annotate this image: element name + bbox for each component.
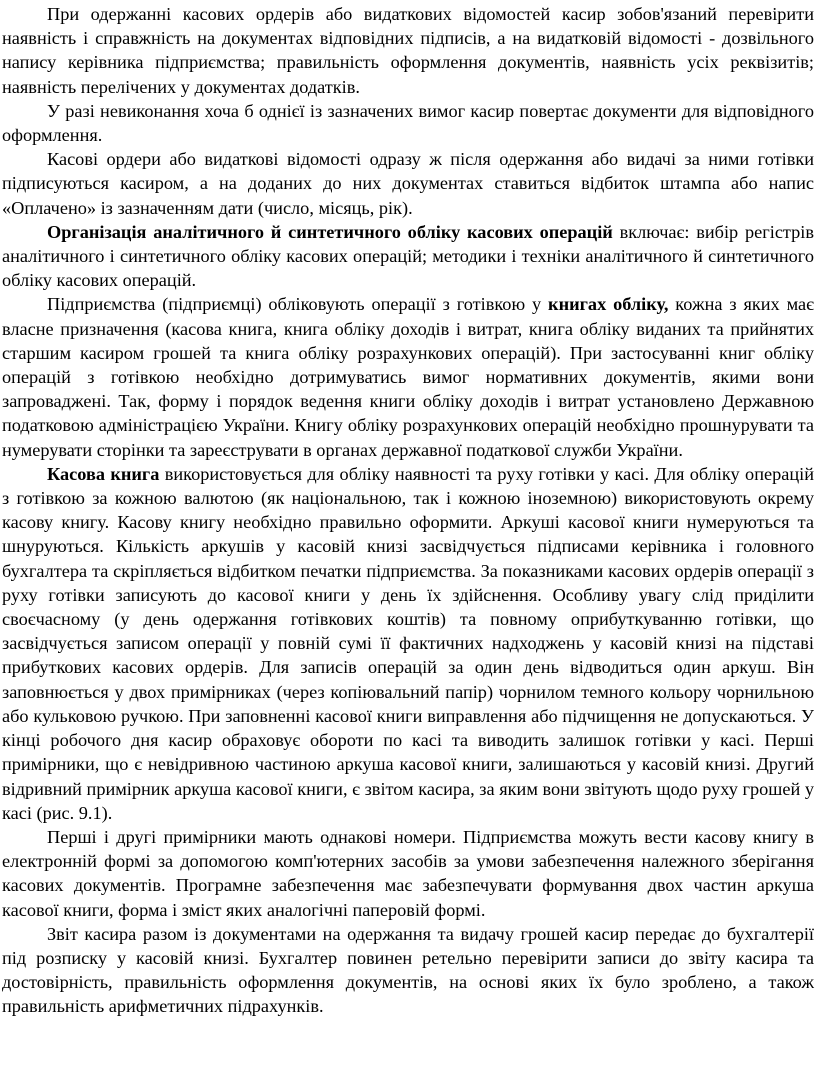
paragraph-signing-orders bbox=[2, 147, 814, 220]
paragraph-text: використовується для обліку наявності та руху готівки у касі. Для обліку операцій з готівкою за кожною валютою (як національною, так і кожною іноземною) використовують окрему касову книгу. Касову книгу необхідно правильно оформити. Аркуші касової книги нумеруються та шнуруються. Кількість аркушів у касовій книзі засвідчується підписами керівника і головного бухгалтера та скріпляється відбитком печатки підприємства. За показниками касових ордерів операції з руху готівки записують до касової книги у день їх здійснення. Особливу увагу слід приділити своєчасному (у день одержання готівкових коштів) та повному оприбуткуванню готівки, що засвідчується записом операції у повній сумі її фактичних надходжень у касовій книзі на підставі прибуткових касових ордерів. Для записів операцій за один день відводиться один аркуш. Він заповнюється у двох примірниках (через копіювальний папір) чорнилом темного кольору чорнильною або кульковою ручкою. При заповненні касової книги виправлення або підчищення не допускаються. У кінці робочого дня касир обраховує обороти по касі та виводить залишок готівки у касі. Перші примірники, що є невідривною частиною аркуша касової книги, залишаються у касовій книзі. Другий відривний примірник аркуша касової книги, є звітом касира, за яким вони звітують щодо руху грошей у касі (рис. 9.1). bbox=[2, 463, 814, 823]
paragraph-return-documents bbox=[2, 99, 814, 147]
paragraph-copies-electronic bbox=[2, 825, 814, 922]
paragraph-text: кожна з яких має власне призначення (касова книга, книга обліку доходів і витрат, книга обліку виданих та прийнятих старшим касиром грошей та книга обліку розрахункових операцій). При застосуванні книг обліку операцій з готівкою необхідно дотримуватись вимог нормативних документів, якими вони запроваджені. Так, форму і порядок ведення книги обліку доходів і витрат установлено Державною податковою адміністрацією України. Книгу обліку розрахункових операцій необхідно прошнурувати та нумерувати сторінки та зареєструвати в органах державної податкової служби України. bbox=[2, 294, 814, 460]
paragraph-text: Звіт касира разом із документами на одержання та видачу грошей касир передає до бухгалтерії під розписку у касовій книзі. Бухгалтер повинен ретельно перевірити записи до звіту касира та достовірність, правильність оформлення документів, на основі яких їх було зроблено, а також правильність арифметичних підрахунків. bbox=[2, 923, 814, 1017]
paragraph-accounting-organization bbox=[2, 220, 814, 293]
paragraph-text: Перші і другі примірники мають однакові номери. Підприємства можуть вести касову книгу в електронній формі за допомогою комп'ютерних засобів за умови забезпечення належного зберігання касових документів. Програмне забезпечення має забезпечувати формування двох частин аркуша касової книги, форма і зміст яких аналогічні паперовій формі. bbox=[2, 826, 814, 920]
bold-term: книгах обліку, bbox=[548, 294, 669, 315]
paragraph-text: включає: вибір регістрів аналітичного і синтетичного обліку касових операцій; методики і техніки аналітичного й синтетичного обліку касових операцій. bbox=[2, 221, 814, 291]
bold-term: Касова книга bbox=[47, 463, 160, 484]
bold-term: Організація аналітичного й синтетичного обліку касових операцій bbox=[47, 221, 613, 242]
paragraph-text: Касові ордери або видаткові відомості одразу ж після одержання або видачі за ними готівки підписуються касиром, а на доданих до них документах ставиться відбиток штампа або напис «Оплачено» із зазначенням дати (число, місяць, рік). bbox=[2, 149, 814, 218]
paragraph-cashier-report bbox=[2, 922, 814, 1019]
paragraph-text: При одержанні касових ордерів або видаткових відомостей касир зобов'язаний перевірити наявність і справжність на документах відповідних підписів, а на видатковій відомості - дозвільного напису керівника підприємства; правильність оформлення документів, наявність усіх реквізитів; наявність перелічених у документах додатків. bbox=[2, 4, 814, 97]
paragraph-accounting-books bbox=[2, 292, 814, 461]
paragraph-text: Підприємства (підприємці) обліковують операції з готівкою у bbox=[47, 294, 549, 315]
paragraph-text: У разі невиконання хоча б однієї із зазначених вимог касир повертає документи для відповідного оформлення. bbox=[2, 100, 814, 146]
paragraph-cash-order-check bbox=[2, 2, 814, 99]
paragraph-cash-book bbox=[2, 462, 814, 825]
